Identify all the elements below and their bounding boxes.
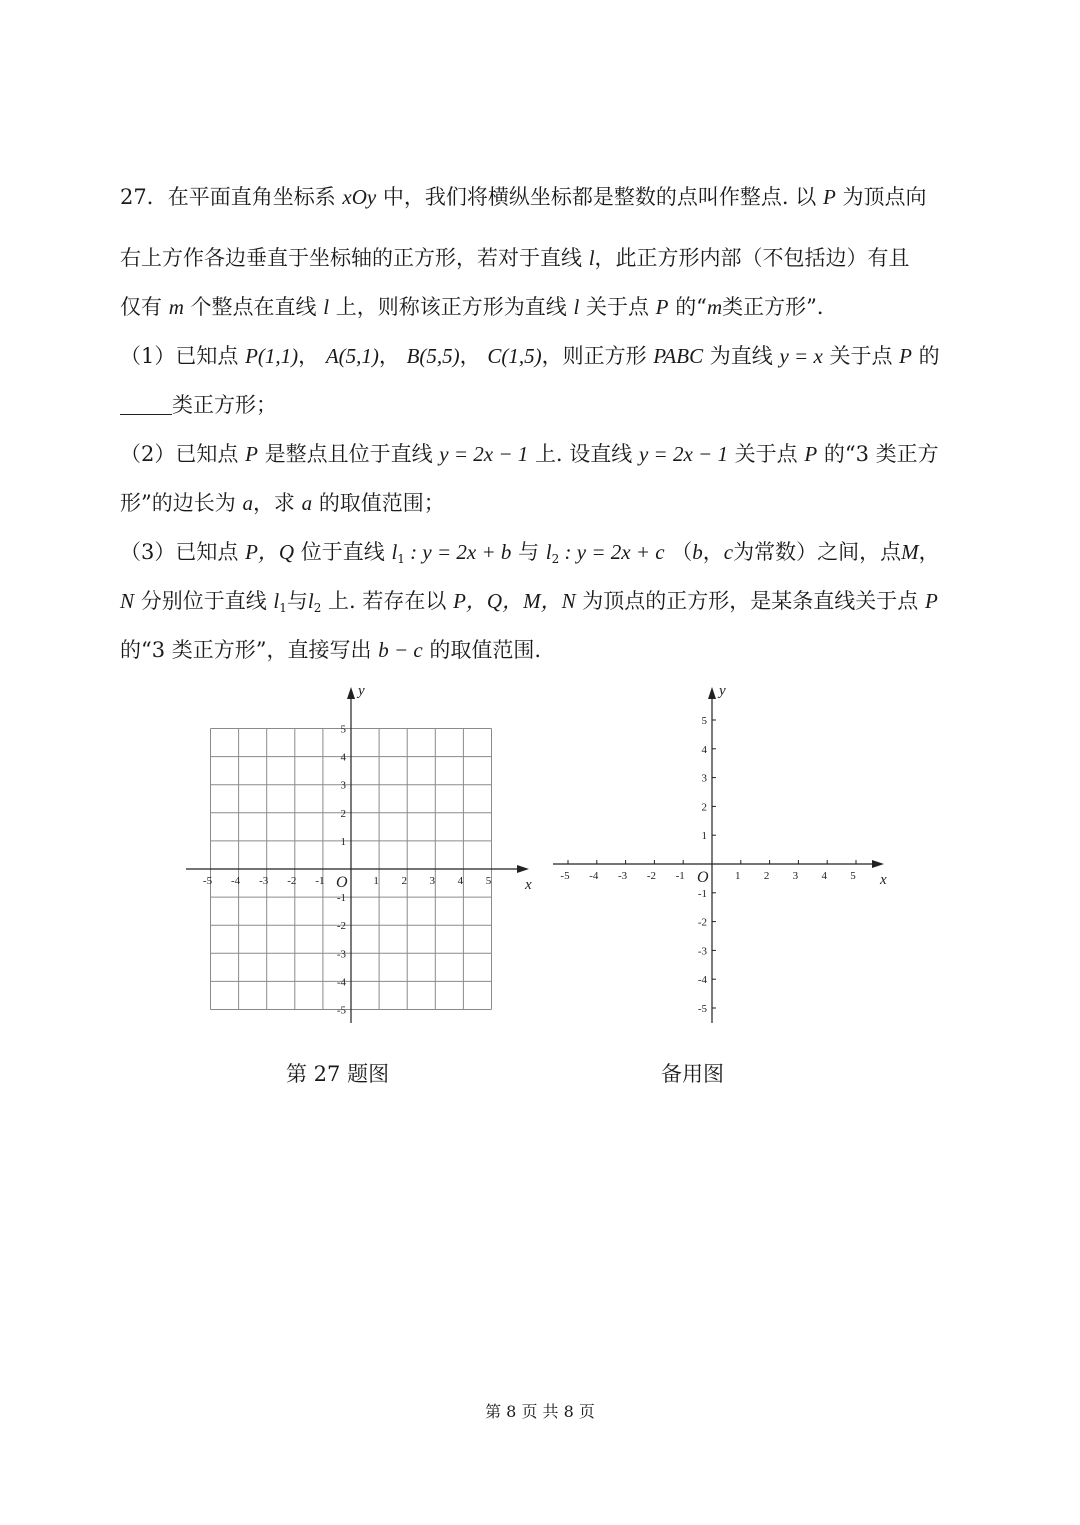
x-axis-arrow: [517, 865, 529, 873]
origin-label: O: [336, 874, 348, 891]
y-tick-label: -2: [336, 920, 346, 933]
y-tick-label: -5: [336, 1004, 346, 1017]
caption-main: 第 27 题图: [286, 1062, 390, 1086]
y-axis-arrow: [708, 687, 716, 699]
y-tick-label: 4: [340, 751, 346, 764]
y-tick-label: -1: [697, 887, 707, 900]
x-tick-label: 4: [821, 870, 827, 882]
x-tick-label: 4: [457, 875, 464, 887]
x-tick-label: -3: [259, 875, 269, 887]
caption-spare: 备用图: [661, 1062, 724, 1086]
origin-label: O: [697, 869, 709, 886]
y-tick-label: 3: [701, 772, 707, 785]
x-tick-label: 5: [485, 875, 492, 887]
x-tick-label: -5: [202, 875, 213, 887]
x-tick-label: -1: [675, 870, 685, 882]
x-tick-label: 3: [429, 875, 436, 887]
x-axis-arrow: [872, 860, 884, 868]
x-tick-label: 5: [850, 870, 856, 882]
y-tick-label: -3: [697, 945, 707, 958]
y-tick-label: 5: [701, 715, 707, 727]
x-tick-label: -4: [231, 875, 241, 887]
y-tick-label: -4: [697, 974, 707, 987]
y-tick-label: 3: [340, 779, 346, 792]
part1-line-2: 类正方形；: [120, 390, 970, 420]
problem-line-3: 仅有 m 个整点在直线 l 上，则称该正方形为直线 l 关于点 P 的“m类正方形”．: [120, 295, 838, 319]
part3-line-2: N 分别位于直线 $l_1$与$l_2$ 上. 若存在以 P，Q，M，N 为顶点的正方形，是某条直线关于点 P: [120, 589, 938, 615]
x-tick-label: 1: [735, 870, 741, 882]
grid-figure: [186, 683, 532, 1023]
x-tick-label: -2: [287, 875, 297, 887]
part2-line-1: （2）已知点 P 是整点且位于直线 y = 2x − 1 上. 设直线 y = 2x − 1 关于点 P 的“3 类正方: [120, 442, 939, 466]
y-axis-arrow: [347, 687, 355, 699]
y-tick-label: 1: [340, 835, 346, 848]
spare-figure: [553, 683, 887, 1023]
part3-line-3: 的“3 类正方形”，直接写出 b − c 的取值范围.: [120, 638, 542, 662]
x-tick-label: -2: [646, 870, 656, 882]
y-tick-label: -3: [336, 948, 346, 961]
part2-line-2: 形”的边长为 a，求 a 的取值范围；: [120, 491, 445, 515]
page-footer: 第 8 页 共 8 页: [485, 1402, 595, 1421]
x-tick-label: -5: [560, 870, 570, 882]
y-tick-label: -2: [697, 916, 707, 929]
x-tick-label: 2: [401, 875, 407, 887]
y-tick-label: -5: [697, 1003, 707, 1015]
y-axis-label: y: [719, 683, 726, 699]
x-tick-label: 1: [373, 875, 379, 887]
part1-line-1: （1）已知点 P(1,1)， A(5,1)， B(5,5)， C(1,5)，则正方形 PABC 为直线 y = x 关于点 P 的: [120, 344, 940, 368]
y-tick-label: -4: [336, 976, 346, 989]
problem-line-1: 27．在平面直角坐标系 xOy 中，我们将横纵坐标都是整数的点叫作整点. 以 P 为顶点向: [120, 185, 927, 209]
x-tick-label: 3: [792, 870, 799, 882]
y-tick-label: 1: [701, 830, 707, 843]
x-tick-label: -3: [618, 870, 628, 882]
x-tick-label: 2: [763, 870, 770, 882]
part3-line-1: （3）已知点 P，Q 位于直线 $l_1$ : y = 2x + b 与 $l_2$ : y = 2x + c （b，c为常数）之间，点M，: [120, 540, 940, 566]
problem-line-2: 右上方作各边垂直于坐标轴的正方形，若对于直线 l，此正方形内部（不包括边）有且: [120, 246, 910, 270]
y-tick-label: -1: [336, 892, 346, 905]
y-tick-label: 5: [340, 723, 346, 736]
y-axis-label: y: [358, 683, 365, 699]
x-tick-label: -4: [589, 870, 599, 882]
y-tick-label: 2: [340, 807, 346, 820]
y-tick-label: 2: [701, 801, 707, 814]
x-tick-label: -1: [315, 875, 325, 887]
x-axis-label: x: [880, 872, 887, 888]
x-axis-label: x: [525, 877, 532, 893]
y-tick-label: 4: [701, 743, 707, 756]
